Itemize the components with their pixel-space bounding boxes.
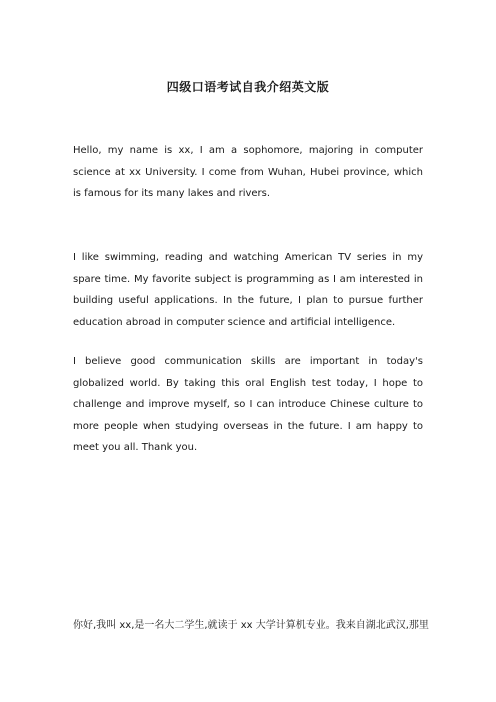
- paragraph-introduction: Hello, my name is xx, I am a sophomore, majoring in computer science at xx University. I come from Wuhan, Hubei province, which is famous for its many lakes and rivers.: [73, 145, 423, 199]
- paragraph-chinese-translation: 你好,我叫 xx,是一名大二学生,就读于 xx 大学计算机专业。我来自湖北武汉,那里: [73, 620, 429, 631]
- paragraph-hobbies: I like swimming, reading and watching American TV series in my spare time. My favorite subject is programming as I am interested in building useful applications. In the future, I plan to pursue further education abroad in computer science and artificial intelligence.: [73, 252, 423, 328]
- paragraph-motivation: I believe good communication skills are important in today's globalized world. By taking this oral English test today, I hope to challenge and improve myself, so I can introduce Chinese culture to more people when studying overseas in the future. I am happy to meet you all. Thank you.: [73, 356, 423, 453]
- document-title: 四级口语考试自我介绍英文版: [166, 80, 330, 94]
